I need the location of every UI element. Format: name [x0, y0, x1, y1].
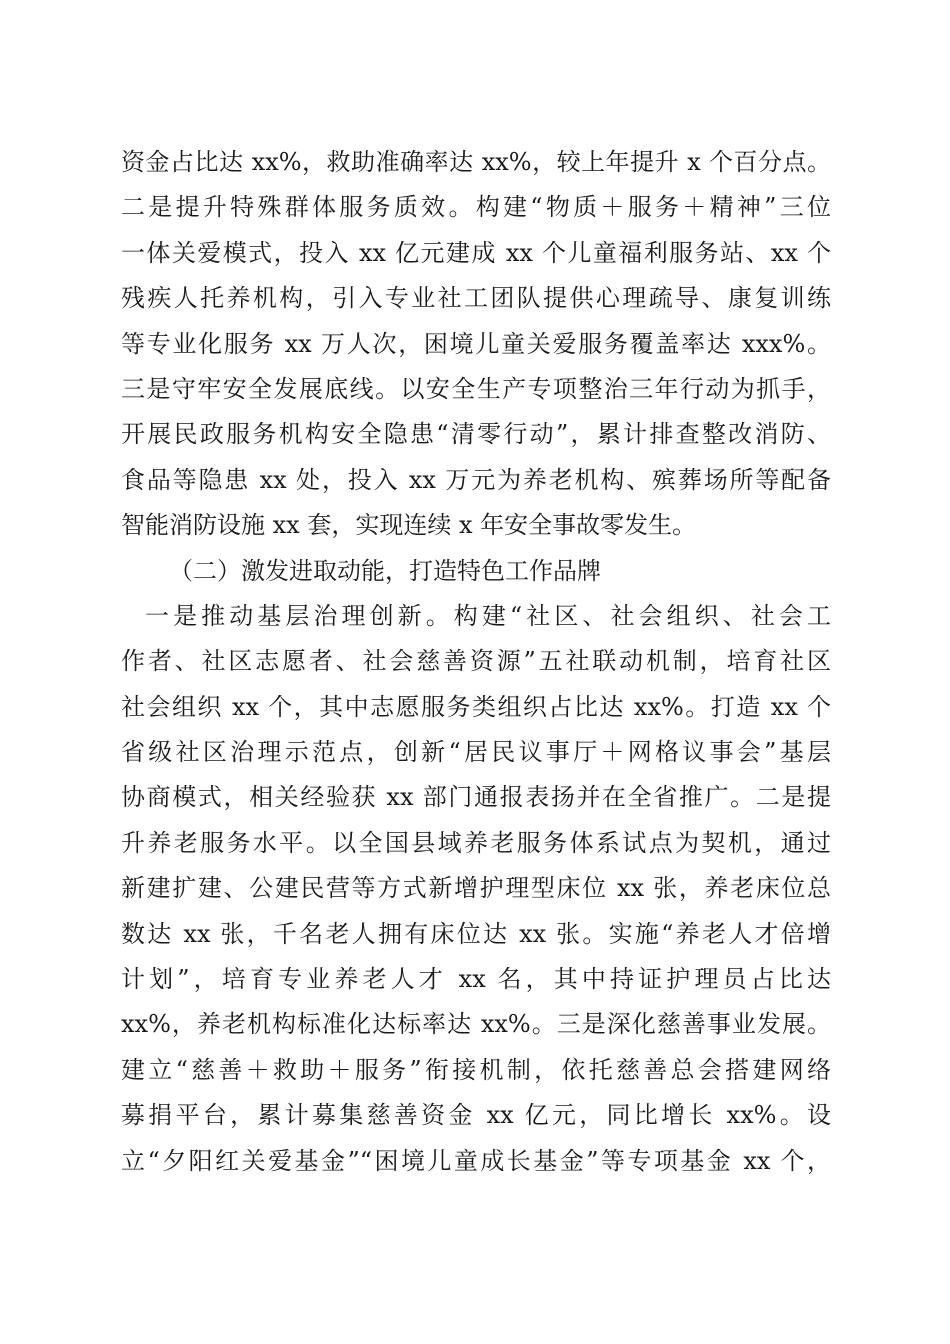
- paragraph-line: 计划”，培育专业养老人才 xx 名，其中持证护理员占比达: [121, 965, 831, 994]
- paragraph-line: 资金占比达 xx%，救助准确率达 xx%，较上年提升 x 个百分点。: [121, 148, 831, 176]
- paragraph-line: xx%，养老机构标准化达标率达 xx%。三是深化慈善事业发展。: [121, 1010, 831, 1039]
- paragraph-line: 新建扩建、公建民营等方式新增护理型床位 xx 张，养老床位总: [121, 874, 831, 903]
- paragraph-line: 三是守牢安全发展底线。以安全生产专项整治三年行动为抓手，: [121, 374, 831, 403]
- paragraph-line: 数达 xx 张，千名老人拥有床位达 xx 张。实施“养老人才倍增: [121, 919, 831, 948]
- section-heading: （二）激发进取动能，打造特色工作品牌: [169, 556, 601, 585]
- paragraph-line: 残疾人托养机构，引入专业社工团队提供心理疏导、康复训练: [121, 284, 831, 313]
- paragraph-line: 智能消防设施 xx 套，实现连续 x 年安全事故零发生。: [121, 511, 697, 540]
- paragraph-line: 建立“慈善＋救助＋服务”衔接机制，依托慈善总会搭建网络: [121, 1055, 831, 1084]
- paragraph-line: 食品等隐患 xx 处，投入 xx 万元为养老机构、殡葬场所等配备: [121, 465, 831, 494]
- paragraph-line: 募捐平台，累计募集慈善资金 xx 亿元，同比增长 xx%。设: [121, 1101, 831, 1130]
- paragraph-line: 升养老服务水平。以全国县域养老服务体系试点为契机，通过: [121, 828, 831, 857]
- paragraph-line: 一体关爱模式，投入 xx 亿元建成 xx 个儿童福利服务站、xx 个: [121, 238, 831, 267]
- paragraph-line: 省级社区治理示范点，创新“居民议事厅＋网格议事会”基层: [121, 738, 831, 767]
- paragraph-line: 社会组织 xx 个，其中志愿服务类组织占比达 xx%。打造 xx 个: [121, 692, 831, 721]
- paragraph-line: 开展民政服务机构安全隐患“清零行动”，累计排查整改消防、: [121, 420, 831, 449]
- paragraph-line: 立“夕阳红关爱基金”“困境儿童成长基金”等专项基金 xx 个，: [121, 1146, 831, 1175]
- paragraph-line: 协商模式，相关经验获 xx 部门通报表扬并在全省推广。二是提: [121, 783, 831, 812]
- paragraph-line: 一是推动基层治理创新。构建“社区、社会组织、社会工: [145, 601, 831, 630]
- document-body: [121, 140, 831, 1184]
- paragraph-line: 等专业化服务 xx 万人次，困境儿童关爱服务覆盖率达 xxx%。: [121, 329, 831, 358]
- paragraph-line: 二是提升特殊群体服务质效。构建“物质＋服务＋精神”三位: [121, 193, 831, 222]
- paragraph-line: 作者、社区志愿者、社会慈善资源”五社联动机制，培育社区: [121, 647, 831, 676]
